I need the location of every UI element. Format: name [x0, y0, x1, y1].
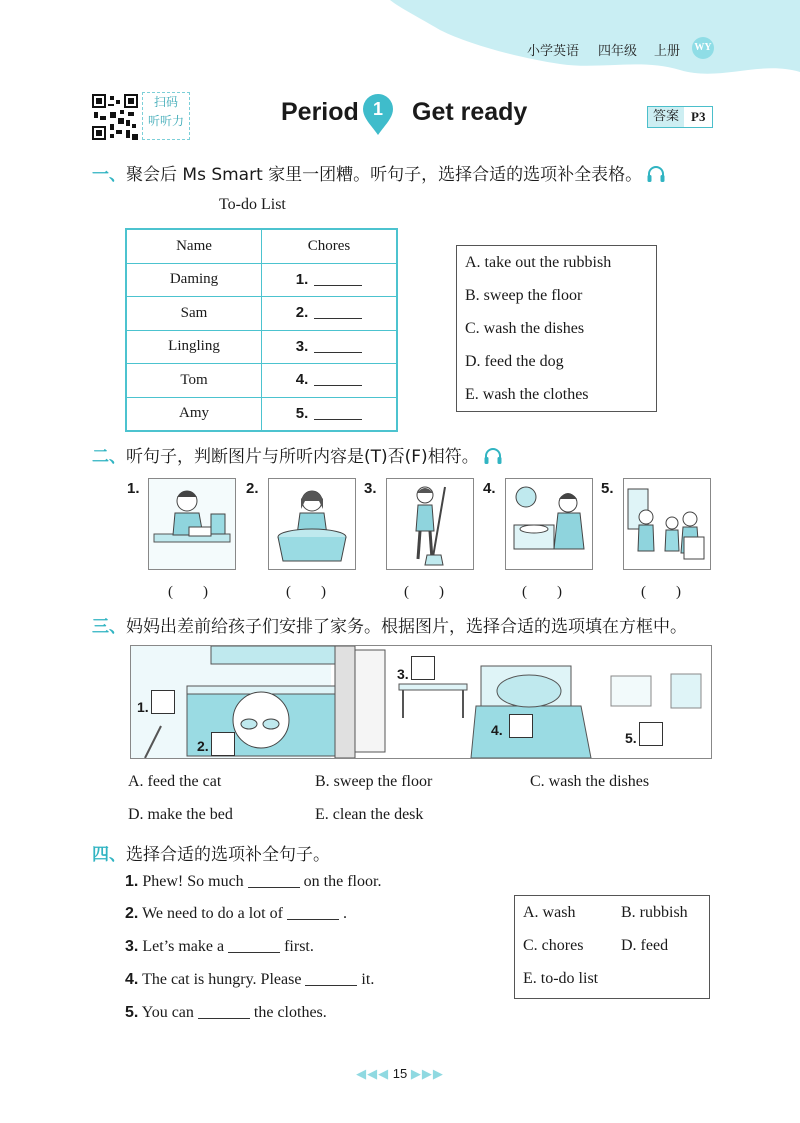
row-answer: 4. [262, 364, 398, 398]
scan-to-listen-label: 扫码 听听力 [142, 92, 190, 140]
answer-parentheses[interactable]: ( ) [641, 584, 681, 600]
scene-label: 3. [397, 666, 409, 682]
picture-number: 3. [364, 480, 377, 497]
picture-4-wash-dishes [505, 478, 593, 570]
answer-parentheses[interactable]: ( ) [404, 584, 444, 600]
todo-list-title: To-do List [219, 196, 286, 213]
section1-heading [92, 160, 666, 185]
section2-instruction: 听句子，判断图片与所听内容是(T)否(F)相符。 [126, 447, 479, 467]
section4-options-box [514, 895, 710, 999]
row-answer: 5. [262, 397, 398, 431]
row-name: Amy [126, 397, 262, 431]
period-word: Period [281, 98, 359, 126]
answer-page: P3 [691, 109, 706, 124]
house-scene-picture [130, 645, 712, 759]
table-row [126, 297, 397, 331]
sentence-item: 5. You can the clothes. [125, 1004, 327, 1021]
option-item: E. wash the clothes [465, 386, 589, 403]
sentence-blank[interactable] [248, 873, 300, 888]
row-answer: 3. [262, 330, 398, 364]
scene-label: 2. [197, 738, 209, 754]
section2-number: 二、 [92, 447, 126, 467]
answer-blank[interactable] [314, 338, 362, 353]
section4-instruction: 选择合适的选项补全句子。 [126, 845, 330, 865]
header-volume: 上册 [654, 43, 681, 58]
picture-2-wash-clothes [268, 478, 356, 570]
period-number: 1 [372, 99, 383, 119]
sentence-blank[interactable] [305, 971, 357, 986]
table-row [126, 330, 397, 364]
answer-blank[interactable] [314, 371, 362, 386]
row-answer: 2. [262, 297, 398, 331]
section1-options-box [456, 245, 657, 412]
picture-5-clean-room [623, 478, 711, 570]
answer-parentheses[interactable]: ( ) [286, 584, 326, 600]
table-row [126, 364, 397, 398]
answer-parentheses[interactable]: ( ) [168, 584, 208, 600]
option-item: D. feed the dog [465, 353, 564, 370]
option-item: E. to-do list [523, 970, 599, 987]
scene-answer-box[interactable] [639, 722, 663, 746]
row-name: Lingling [126, 330, 262, 364]
sentence-item: 4. The cat is hungry. Please it. [125, 971, 375, 988]
section3-option: E. clean the desk [315, 806, 424, 823]
sentence-item: 2. We need to do a lot of . [125, 905, 347, 922]
table-row [126, 397, 397, 431]
left-arrows-icon: ◀◀◀ [356, 1066, 390, 1081]
table-header-name: Name [126, 229, 262, 263]
right-arrows-icon: ▶▶▶ [410, 1066, 444, 1081]
section3-option: D. make the bed [128, 806, 233, 823]
scene-answer-box[interactable] [509, 714, 533, 738]
table-row [126, 263, 397, 297]
section3-option: A. feed the cat [128, 773, 222, 790]
section1-instruction: 聚会后 Ms Smart 家里一团糟。听句子，选择合适的选项补全表格。 [126, 165, 643, 185]
section1-number: 一、 [92, 165, 126, 185]
sentence-item: 3. Let’s make a first. [125, 938, 314, 955]
picture-number: 4. [483, 480, 496, 497]
wy-badge: WY [692, 37, 714, 59]
option-item: A. take out the rubbish [465, 254, 612, 271]
picture-number: 2. [246, 480, 259, 497]
header-subject: 小学英语 [527, 43, 580, 58]
row-name: Sam [126, 297, 262, 331]
section3-option: C. wash the dishes [530, 773, 650, 790]
section2-heading [92, 442, 503, 467]
option-item: C. wash the dishes [465, 320, 585, 337]
page-number: 15 [392, 1066, 408, 1081]
picture-3-sweep-floor [386, 478, 474, 570]
picture-number: 1. [127, 480, 140, 497]
option-item: C. chores [523, 937, 584, 954]
answer-blank[interactable] [314, 271, 362, 286]
option-item: B. sweep the floor [465, 287, 583, 304]
picture-1-homework [148, 478, 236, 570]
row-answer: 1. [262, 263, 398, 297]
section3-option: B. sweep the floor [315, 773, 433, 790]
sentence-blank[interactable] [198, 1004, 250, 1019]
option-item: D. feed [621, 937, 669, 954]
scene-label: 1. [137, 699, 149, 715]
scene-label: 4. [491, 722, 503, 738]
section4-number: 四、 [92, 845, 126, 865]
answer-label: 答案 [648, 107, 684, 127]
answer-blank[interactable] [314, 405, 362, 420]
scene-answer-box[interactable] [151, 690, 175, 714]
page-title: Get ready [412, 98, 528, 126]
section3-number: 三、 [92, 617, 126, 637]
sentence-blank[interactable] [228, 938, 280, 953]
answer-blank[interactable] [314, 304, 362, 319]
scene-label: 5. [625, 730, 637, 746]
picture-number: 5. [601, 480, 614, 497]
answer-reference[interactable] [647, 106, 713, 128]
sentence-blank[interactable] [287, 905, 339, 920]
qr-code-icon[interactable] [92, 94, 138, 140]
option-item: A. wash [523, 904, 576, 921]
headphone-icon[interactable] [646, 165, 666, 183]
row-name: Daming [126, 263, 262, 297]
option-item: B. rubbish [621, 904, 688, 921]
sentence-item: 1. Phew! So much on the floor. [125, 873, 382, 890]
section4-heading [92, 840, 330, 865]
section3-heading [92, 612, 687, 637]
header-grade: 四年级 [598, 43, 638, 58]
headphone-icon[interactable] [483, 447, 503, 465]
section3-instruction: 妈妈出差前给孩子们安排了家务。根据图片，选择合适的选项填在方框中。 [126, 617, 687, 637]
table-header-chores: Chores [262, 229, 398, 263]
scene-answer-box[interactable] [411, 656, 435, 680]
page-footer [340, 1066, 460, 1082]
answer-parentheses[interactable]: ( ) [522, 584, 562, 600]
todo-table [125, 228, 398, 432]
table-header-row [126, 229, 397, 263]
row-name: Tom [126, 364, 262, 398]
scene-answer-box[interactable] [211, 732, 235, 756]
